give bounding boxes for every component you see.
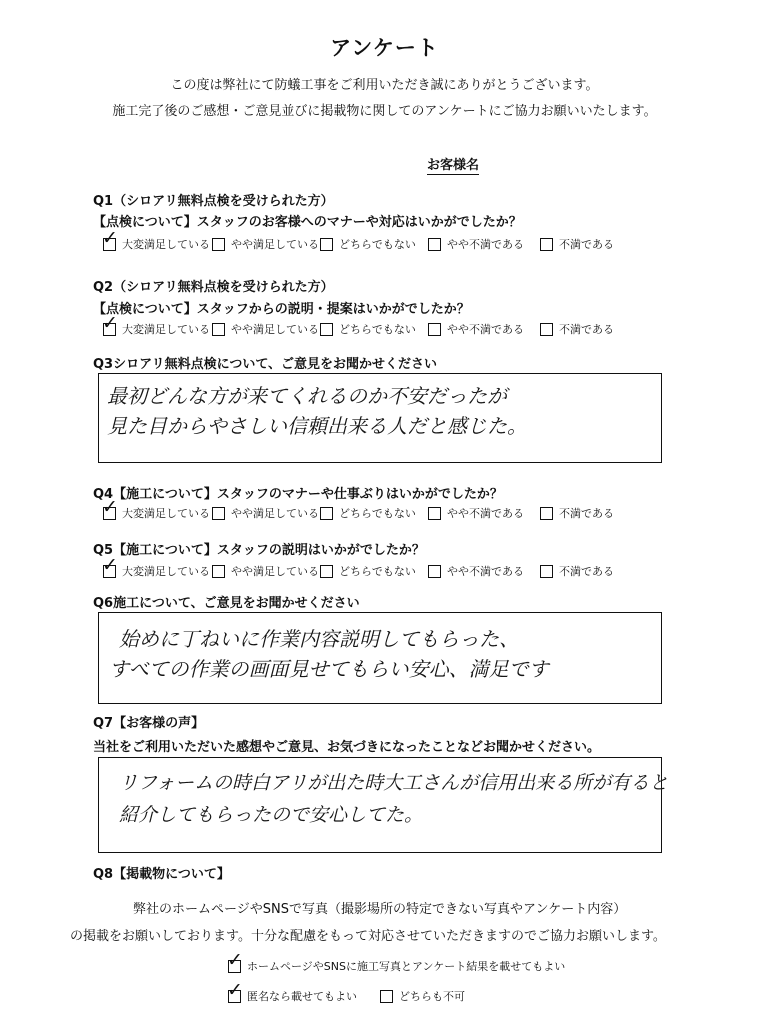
intro-line-2: 施工完了後のご感想・ご意見並びに掲載物に関してのアンケートにご協力お願いいたします。	[112, 104, 657, 119]
q7-question: 当社をご利用いただいた感想やご意見、お気づきになったことなどお聞かせください。	[93, 740, 601, 755]
q8-checkbox-publish-all[interactable]	[227, 948, 243, 973]
q4-option-label: やや不満である	[447, 507, 524, 520]
q1-checkbox-somewhat-dissatisfied[interactable]	[428, 238, 441, 251]
q8-option-label: 匿名なら載せてもよい	[247, 990, 357, 1003]
q1-checkbox-neutral[interactable]	[320, 238, 333, 251]
q2-checkbox-neutral[interactable]	[320, 323, 333, 336]
q4-option-label: 不満である	[559, 507, 614, 520]
q6-answer-line-2: すべての作業の画面見せてもらい安心、満足です	[109, 657, 549, 681]
q1-option-label: どちらでもない	[339, 238, 416, 251]
q8-text-line-1: 弊社のホームページやSNSで写真（撮影場所の特定できない写真やアンケート内容）	[133, 902, 627, 917]
q1-option-very-satisfied[interactable]	[102, 226, 210, 252]
q8-option-publish-all[interactable]	[227, 948, 566, 974]
q8-checkbox-neither[interactable]	[380, 990, 393, 1003]
checkmark-icon: ✓	[102, 553, 118, 576]
q1-checkbox-very-satisfied[interactable]	[102, 226, 118, 251]
q2-option-neutral[interactable]	[320, 321, 416, 337]
q8-heading: Q8【掲載物について】	[93, 867, 230, 882]
q4-checkbox-very-satisfied[interactable]	[102, 495, 118, 520]
q1-checkbox-somewhat-satisfied[interactable]	[212, 238, 225, 251]
q2-question: 【点検について】スタッフからの説明・提案はいかがでしたか？	[93, 302, 470, 317]
q4-option-very-satisfied[interactable]	[102, 495, 210, 521]
checkmark-icon: ✓	[227, 948, 243, 971]
q8-option-neither[interactable]	[380, 988, 465, 1004]
q5-checkbox-somewhat-satisfied[interactable]	[212, 565, 225, 578]
q1-option-somewhat-satisfied[interactable]	[212, 236, 319, 252]
q2-checkbox-very-satisfied[interactable]	[102, 311, 118, 336]
q5-option-dissatisfied[interactable]	[540, 563, 614, 579]
q2-checkbox-dissatisfied[interactable]	[540, 323, 553, 336]
q2-checkbox-somewhat-satisfied[interactable]	[212, 323, 225, 336]
q1-question: 【点検について】スタッフのお客様へのマナーや対応はいかがでしたか？	[93, 215, 522, 230]
q5-checkbox-very-satisfied[interactable]	[102, 553, 118, 578]
q6-heading: Q6施工について、ご意見をお聞かせください	[93, 596, 360, 611]
q7-answer-line-2: 紹介してもらったので安心してた。	[119, 804, 424, 826]
q4-question: Q4【施工について】スタッフのマナーや仕事ぶりはいかがでしたか？	[93, 487, 503, 502]
q2-checkbox-somewhat-dissatisfied[interactable]	[428, 323, 441, 336]
q2-option-dissatisfied[interactable]	[540, 321, 614, 337]
q2-heading: Q2（シロアリ無料点検を受けられた方）	[93, 280, 334, 295]
q2-option-somewhat-satisfied[interactable]	[212, 321, 319, 337]
intro-line-1: この度は弊社にて防蟻工事をご利用いただき誠にありがとうございます。	[170, 78, 599, 93]
q7-heading: Q7【お客様の声】	[93, 716, 205, 731]
q2-option-label: 大変満足している	[122, 323, 210, 336]
q4-option-dissatisfied[interactable]	[540, 505, 614, 521]
q4-option-neutral[interactable]	[320, 505, 416, 521]
q4-checkbox-somewhat-satisfied[interactable]	[212, 507, 225, 520]
q3-answer-line-1: 最初どんな方が来てくれるのか不安だったが	[107, 384, 507, 408]
q7-answer-box[interactable]	[98, 757, 669, 853]
q5-checkbox-somewhat-dissatisfied[interactable]	[428, 565, 441, 578]
q4-option-label: やや満足している	[231, 507, 319, 520]
q2-option-label: 不満である	[559, 323, 614, 336]
q1-option-neutral[interactable]	[320, 236, 416, 252]
q5-question: Q5【施工について】スタッフの説明はいかがでしたか？	[93, 543, 425, 558]
q3-answer-box[interactable]	[98, 373, 662, 463]
q8-checkbox-anonymous[interactable]	[227, 978, 243, 1003]
q1-option-dissatisfied[interactable]	[540, 236, 614, 252]
q6-answer-line-1: 始めに丁ねいに作業内容説明してもらった、	[119, 627, 519, 651]
q3-heading: Q3シロアリ無料点検について、ご意見をお聞かせください	[93, 357, 438, 372]
q2-option-somewhat-dissatisfied[interactable]	[428, 321, 524, 337]
q8-text-line-2: の掲載をお願いしております。十分な配慮をもって対応させていただきますのでご協力お願いします。	[70, 929, 666, 944]
q4-checkbox-somewhat-dissatisfied[interactable]	[428, 507, 441, 520]
q4-checkbox-dissatisfied[interactable]	[540, 507, 553, 520]
q5-option-label: やや不満である	[447, 565, 524, 578]
checkmark-icon: ✓	[102, 311, 118, 334]
q5-option-label: やや満足している	[231, 565, 319, 578]
q5-option-label: どちらでもない	[339, 565, 416, 578]
q3-answer-line-2: 見た目からやさしい信頼出来る人だと感じた。	[107, 414, 527, 438]
q5-checkbox-dissatisfied[interactable]	[540, 565, 553, 578]
page-title: アンケート	[330, 36, 439, 60]
q5-option-somewhat-dissatisfied[interactable]	[428, 563, 524, 579]
q1-option-label: 大変満足している	[122, 238, 210, 251]
q1-option-label: やや不満である	[447, 238, 524, 251]
q8-option-label: どちらも不可	[399, 990, 465, 1003]
q5-option-label: 不満である	[559, 565, 614, 578]
q4-option-label: どちらでもない	[339, 507, 416, 520]
q4-option-somewhat-satisfied[interactable]	[212, 505, 319, 521]
q6-answer-box[interactable]	[98, 612, 662, 704]
q8-option-label: ホームページやSNSに施工写真とアンケート結果を載せてもよい	[247, 960, 566, 973]
q4-option-label: 大変満足している	[122, 507, 210, 520]
q2-option-label: やや満足している	[231, 323, 319, 336]
q1-option-label: 不満である	[559, 238, 614, 251]
q1-option-label: やや満足している	[231, 238, 319, 251]
checkmark-icon: ✓	[102, 495, 118, 518]
q2-option-label: やや不満である	[447, 323, 524, 336]
q7-answer-line-1: リフォームの時白アリが出た時大工さんが信用出来る所が有ると	[119, 772, 669, 794]
customer-name-label: お客様名	[427, 154, 479, 175]
q5-option-somewhat-satisfied[interactable]	[212, 563, 319, 579]
q4-option-somewhat-dissatisfied[interactable]	[428, 505, 524, 521]
q5-option-label: 大変満足している	[122, 565, 210, 578]
checkmark-icon: ✓	[227, 978, 243, 1001]
q5-option-neutral[interactable]	[320, 563, 416, 579]
q1-heading: Q1（シロアリ無料点検を受けられた方）	[93, 194, 334, 209]
q4-checkbox-neutral[interactable]	[320, 507, 333, 520]
q1-option-somewhat-dissatisfied[interactable]	[428, 236, 524, 252]
q2-option-very-satisfied[interactable]	[102, 311, 210, 337]
q5-checkbox-neutral[interactable]	[320, 565, 333, 578]
checkmark-icon: ✓	[102, 226, 118, 249]
q5-option-very-satisfied[interactable]	[102, 553, 210, 579]
q2-option-label: どちらでもない	[339, 323, 416, 336]
q1-checkbox-dissatisfied[interactable]	[540, 238, 553, 251]
q8-option-anonymous[interactable]	[227, 978, 357, 1004]
